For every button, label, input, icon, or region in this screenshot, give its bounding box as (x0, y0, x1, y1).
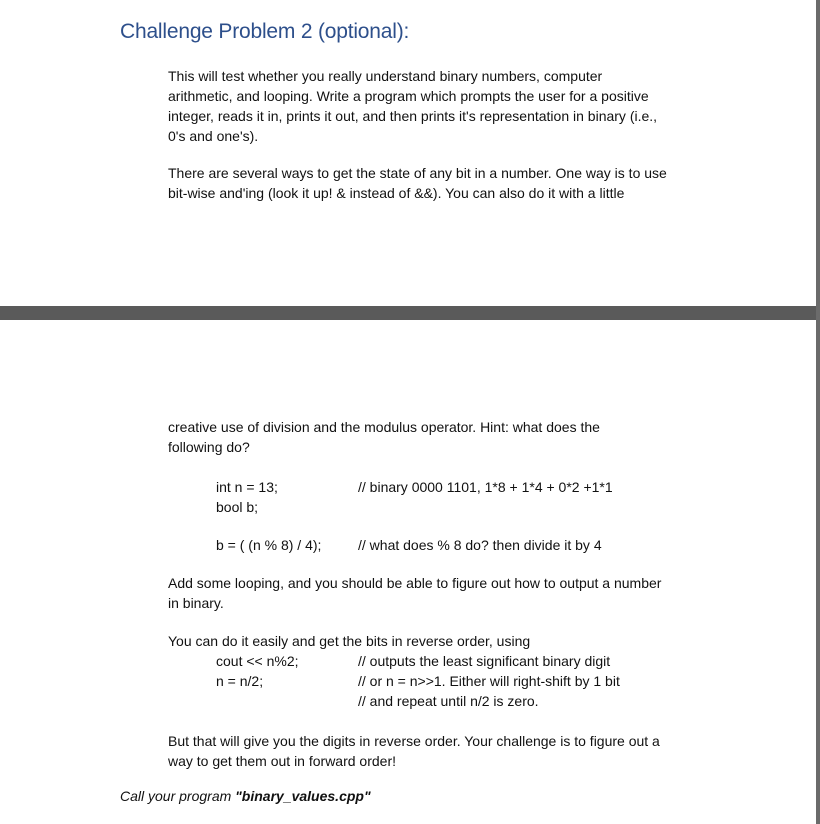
code-line: b = ( (n % 8) / 4); (216, 537, 322, 553)
intro-paragraph (168, 66, 708, 146)
code-line: int n = 13; (216, 479, 278, 495)
text-line: following do? (168, 439, 250, 455)
code-comment: // binary 0000 1101, 1*8 + 1*4 + 0*2 +1*1 (358, 479, 613, 495)
looping-paragraph (168, 573, 708, 613)
text-line: creative use of division and the modulus operator. Hint: what does the (168, 419, 600, 435)
code-comment: // or n = n>>1. Either will right-shift by 1 bit (358, 673, 620, 689)
program-filename: "binary_values.cpp" (235, 788, 371, 804)
text-line: Add some looping, and you should be able to figure out how to output a number (168, 575, 662, 591)
section-heading: Challenge Problem 2 (optional): (120, 20, 410, 43)
hint-paragraph (168, 417, 708, 457)
document-page-2 (0, 320, 817, 824)
code-line: n = n/2; (216, 673, 264, 689)
document-page-1 (0, 0, 817, 306)
reverse-order-paragraph: You can do it easily and get the bits in reverse order, using (168, 633, 531, 649)
code-comment: // and repeat until n/2 is zero. (358, 693, 539, 709)
text-line: But that will give you the digits in reverse order. Your challenge is to figure out a (168, 733, 660, 749)
text-line: in binary. (168, 595, 224, 611)
code-line: cout << n%2; (216, 653, 299, 669)
callout-prefix: Call your program (120, 788, 236, 804)
text-line: arithmetic, and looping. Write a program which prompts the user for a positive (168, 88, 649, 104)
code-comment: // what does % 8 do? then divide it by 4 (358, 537, 602, 553)
viewer-edge (816, 0, 820, 824)
text-line: way to get them out in forward order! (168, 753, 396, 769)
code-comment: // outputs the least significant binary digit (358, 653, 611, 669)
text-line: bit-wise and'ing (look it up! & instead of &&). You can also do it with a little (168, 185, 625, 201)
bitwise-paragraph (168, 163, 708, 203)
page-separator (0, 306, 820, 320)
text-line: integer, reads it in, prints it out, and then prints it's representation in binary (i.e., (168, 108, 658, 124)
text-line: This will test whether you really understand binary numbers, computer (168, 68, 603, 84)
text-line: 0's and one's). (168, 128, 259, 144)
code-line: bool b; (216, 499, 259, 515)
text-line: There are several ways to get the state of any bit in a number. One way is to use (168, 165, 667, 181)
challenge-paragraph (168, 731, 708, 771)
program-name-note (120, 788, 371, 804)
